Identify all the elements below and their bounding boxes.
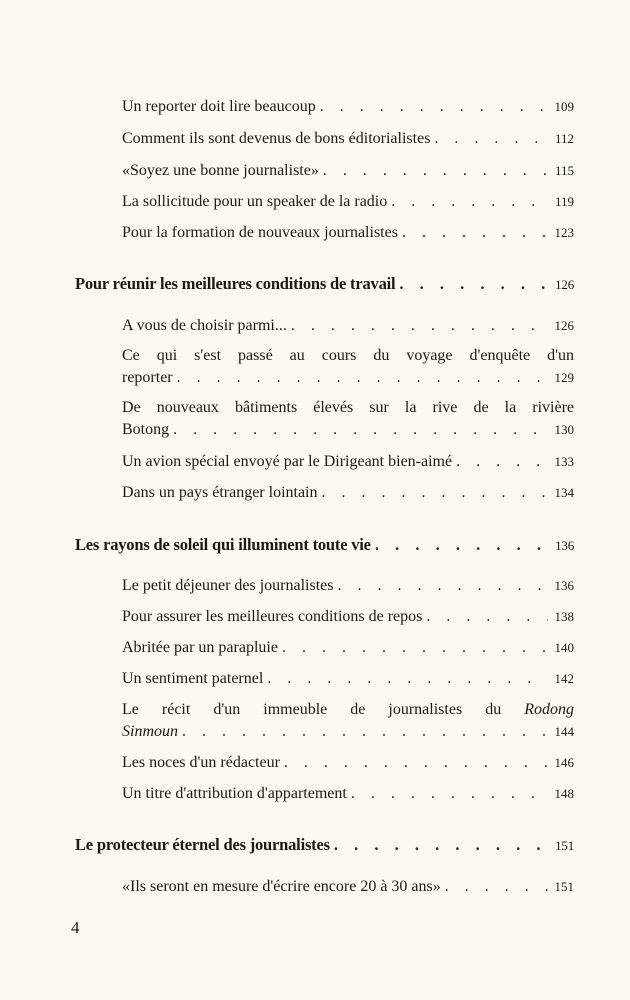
toc-entry-page: 134 — [554, 485, 574, 500]
toc-entry-page: 148 — [554, 786, 574, 801]
toc-section-title: Le protecteur éternel des journalistes — [75, 835, 330, 854]
toc-section-page: 151 — [555, 838, 574, 853]
toc-entry-title: Sinmoun — [122, 723, 178, 740]
dot-leader — [173, 419, 548, 441]
toc-entry — [122, 451, 574, 473]
toc-entry — [122, 876, 574, 898]
toc-entry — [122, 721, 574, 743]
toc-entry — [122, 222, 574, 244]
dot-leader — [284, 752, 548, 774]
dot-leader — [375, 534, 548, 556]
toc-entry — [122, 752, 574, 774]
toc-section-page: 136 — [555, 538, 574, 553]
dot-leader — [456, 451, 548, 473]
toc-entry-page: 151 — [554, 879, 574, 894]
toc-entry-page: 130 — [554, 422, 574, 437]
toc-section-title: Pour réunir les meilleures conditions de travail — [75, 274, 396, 293]
toc-entry-title: La sollicitude pour un speaker de la radio — [122, 193, 388, 210]
toc-entry-page: 126 — [554, 318, 574, 333]
toc-entry-line1: Ce qui s'est passé au cours du voyage d'enquête d'un — [122, 347, 574, 364]
toc-entry-line1-text: Le récit d'un immeuble de journalistes du — [122, 701, 502, 718]
toc-entry — [122, 128, 574, 150]
toc-entry-page: 115 — [554, 163, 574, 178]
toc-entry-title: A vous de choisir parmi... — [122, 317, 287, 334]
toc-entry-title: Le petit déjeuner des journalistes — [122, 577, 334, 594]
dot-leader — [322, 482, 549, 504]
toc-entry-line1 — [122, 699, 574, 721]
dot-leader — [337, 575, 548, 597]
dot-leader — [391, 191, 548, 213]
toc-entry-title: reporter — [122, 369, 173, 386]
toc-entry-page: 142 — [554, 671, 574, 686]
dot-leader — [282, 637, 548, 659]
dot-leader — [434, 128, 548, 150]
dot-leader — [291, 315, 548, 337]
toc-entry-page: 129 — [554, 370, 574, 385]
toc-entry-title: «Ils seront en mesure d'écrire encore 20 à 30 ans» — [122, 878, 441, 895]
toc-entry-title: Botong — [122, 421, 170, 438]
toc-entry-title: Dans un pays étranger lointain — [122, 484, 318, 501]
toc-entry-title: Un avion spécial envoyé par le Dirigeant bien-aimé — [122, 453, 453, 470]
toc-section-heading — [75, 534, 574, 557]
toc-entry — [122, 637, 574, 659]
toc-entry-page: 133 — [554, 454, 574, 469]
toc-entry-page: 140 — [554, 640, 574, 655]
toc-entry — [122, 367, 574, 389]
toc-section-heading — [75, 273, 574, 296]
toc-entry-title: Un titre d'attribution d'appartement — [122, 785, 347, 802]
toc-entry — [122, 783, 574, 805]
toc-entry-page: 146 — [554, 755, 574, 770]
toc-entry-title: Abritée par un parapluie — [122, 639, 278, 656]
toc-entry-title: Pour assurer les meilleures conditions de repos — [122, 608, 423, 625]
dot-leader — [177, 367, 548, 389]
toc-entry — [122, 160, 574, 182]
dot-leader — [445, 876, 548, 898]
page-number: 4 — [71, 918, 80, 937]
toc-entry — [122, 482, 574, 504]
toc-section-page: 126 — [555, 277, 574, 292]
toc-entry — [122, 668, 574, 690]
dot-leader — [399, 273, 548, 295]
toc-section-heading — [75, 834, 574, 857]
toc-entry-line1-italic: Rodong — [524, 701, 575, 718]
toc-entry-title: Un sentiment paternel — [122, 670, 264, 687]
toc-entry-page: 138 — [554, 609, 574, 624]
toc-entry-title: «Soyez une bonne journaliste» — [122, 162, 319, 179]
toc-entry — [122, 606, 574, 628]
toc-entry — [122, 575, 574, 597]
toc-entry — [122, 96, 574, 118]
dot-leader — [267, 668, 548, 690]
toc-entry-page: 144 — [554, 724, 574, 739]
toc-entry-page: 119 — [554, 194, 574, 209]
toc-entry-page: 136 — [554, 578, 574, 593]
toc-entry-title: Comment ils sont devenus de bons éditorialistes — [122, 130, 431, 147]
toc-entry-title: Pour la formation de nouveaux journalistes — [122, 224, 398, 241]
dot-leader — [402, 222, 548, 244]
dot-leader — [320, 96, 548, 118]
dot-leader — [351, 783, 548, 805]
toc-entry-page: 109 — [554, 99, 574, 114]
dot-leader — [182, 721, 548, 743]
toc-entry-line1: De nouveaux bâtiments élevés sur la rive de la rivière — [122, 399, 574, 416]
toc-entry — [122, 419, 574, 441]
dot-leader — [334, 834, 548, 856]
toc-entry-page: 123 — [554, 225, 574, 240]
toc-entry-title: Un reporter doit lire beaucoup — [122, 98, 316, 115]
toc-entry — [122, 315, 574, 337]
toc-entry-title: Les noces d'un rédacteur — [122, 754, 280, 771]
dot-leader — [426, 606, 548, 628]
toc-section-title: Les rayons de soleil qui illuminent toute vie — [75, 535, 371, 554]
toc-entry-page: 112 — [554, 131, 574, 146]
toc-entry — [122, 191, 574, 213]
dot-leader — [323, 160, 548, 182]
